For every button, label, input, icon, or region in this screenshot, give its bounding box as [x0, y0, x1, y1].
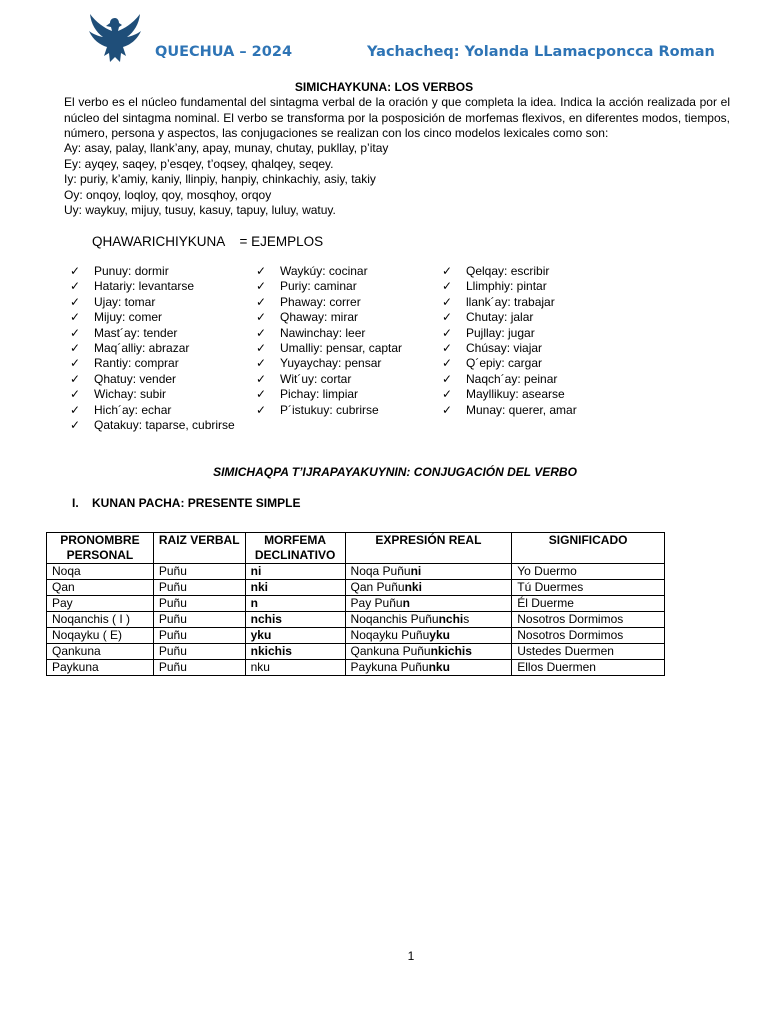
example-label: Mijuy: comer [94, 310, 163, 325]
checkmark-icon: ✓ [256, 264, 267, 278]
morpheme-text: n [250, 596, 258, 610]
checkmark-icon: ✓ [442, 387, 453, 402]
example-item [256, 341, 402, 356]
checkmark-icon: ✓ [442, 371, 453, 386]
expression-root: Qan Puñu [350, 580, 405, 594]
example-item [70, 264, 235, 279]
example-item [256, 310, 402, 325]
cell-expression [345, 644, 512, 660]
checkmark-icon: ✓ [70, 418, 81, 433]
checkmark-icon: ✓ [256, 356, 267, 371]
example-label: Qhaway: mirar [280, 310, 359, 325]
cell-meaning: Yo Duermo [512, 564, 665, 580]
model-ay: Ay: asay, palay, llank’any, apay, munay, chutay, pukllay, p’itay [64, 141, 389, 155]
cell-morpheme [245, 628, 345, 644]
checkmark-icon: ✓ [442, 325, 453, 340]
example-label: Qatakuy: taparse, cubrirse [94, 418, 235, 433]
table-body [47, 564, 665, 676]
example-item [70, 341, 235, 356]
checkmark-icon: ✓ [442, 294, 453, 309]
checkmark-icon: ✓ [70, 325, 81, 340]
example-label: Mast´ay: tender [94, 325, 178, 340]
checkmark-icon: ✓ [70, 310, 81, 325]
example-label: Phaway: correr [280, 294, 361, 309]
cell-pronoun: Noqa [47, 564, 154, 580]
checkmark-icon: ✓ [70, 371, 81, 386]
example-label: Maq´alliy: abrazar [94, 341, 190, 356]
checkmark-icon: ✓ [256, 325, 267, 340]
expression-suffix: ni [410, 564, 422, 578]
example-label: Waykúy: cocinar [280, 264, 368, 278]
cell-meaning: Él Duerme [512, 596, 665, 612]
cell-morpheme [245, 644, 345, 660]
intro-paragraph [64, 95, 730, 142]
checkmark-icon: ✓ [70, 294, 81, 309]
expression-suffix: n [402, 596, 410, 610]
cell-expression [345, 628, 512, 644]
example-item [70, 403, 235, 418]
expression-root: Noqanchis Puñu [350, 612, 439, 626]
example-label: Puriy: caminar [280, 279, 357, 294]
cell-pronoun: Noqanchis ( I ) [47, 612, 154, 628]
example-label: llank´ay: trabajar [466, 294, 555, 309]
example-item [256, 279, 402, 294]
table-row [47, 660, 665, 676]
header-root: RAIZ VERBAL [153, 533, 245, 564]
example-label: Naqch´ay: peinar [466, 371, 558, 386]
example-item [442, 403, 577, 418]
checkmark-icon: ✓ [442, 402, 453, 417]
expression-root: Qankuna Puñu [350, 644, 431, 658]
header-morpheme: MORFEMA DECLINATIVO [245, 533, 345, 564]
cell-morpheme [245, 580, 345, 596]
expression-suffix: yku [429, 628, 450, 642]
checkmark-icon: ✓ [256, 279, 267, 294]
expression-root: Noqa Puñu [350, 564, 411, 578]
table-row [47, 580, 665, 596]
checkmark-icon: ✓ [256, 402, 267, 417]
example-label: Umalliy: pensar, captar [280, 341, 403, 356]
course-title: QUECHUA – 2024 [155, 44, 293, 60]
model-oy: Oy: onqoy, loqloy, qoy, mosqhoy, orqoy [64, 187, 272, 202]
example-item [442, 372, 577, 387]
cell-morpheme: nku [245, 660, 345, 676]
example-label: P´istukuy: cubrirse [280, 402, 379, 417]
example-item [70, 295, 235, 310]
cell-root: Puñu [153, 596, 245, 612]
example-item [442, 341, 577, 356]
cell-expression [345, 596, 512, 612]
table-row [47, 564, 665, 580]
cell-root: Puñu [153, 564, 245, 580]
example-item [256, 326, 402, 341]
page-header [0, 0, 768, 80]
example-item [256, 372, 402, 387]
example-item [70, 356, 235, 371]
example-label: Wichay: subir [94, 387, 167, 402]
expression-suffix: nkichis [430, 644, 472, 658]
example-label: Hatariy: levantarse [94, 279, 195, 294]
checkmark-icon: ✓ [70, 279, 81, 294]
example-label: Qelqay: escribir [466, 264, 550, 278]
example-label: Pichay: limpiar [280, 387, 359, 402]
cell-expression [345, 612, 512, 628]
cell-pronoun: Qankuna [47, 644, 154, 660]
example-item [70, 326, 235, 341]
cell-morpheme [245, 564, 345, 580]
cell-expression [345, 580, 512, 596]
expression-tail: s [463, 612, 470, 626]
checkmark-icon: ✓ [256, 294, 267, 309]
model-iy: Iy: puriy, k’amiy, kaniy, llinpiy, hanpiy, chinkachiy, asiy, takiy [64, 172, 376, 186]
checkmark-icon: ✓ [256, 371, 267, 386]
expression-root: Pay Puñu [350, 596, 403, 610]
example-item [70, 310, 235, 325]
cell-expression [345, 660, 512, 676]
table-row [47, 612, 665, 628]
model-uy: Uy: waykuy, mijuy, tusuy, kasuy, tapuy, luluy, watuy. [64, 203, 336, 217]
example-label: Munay: querer, amar [466, 402, 577, 417]
cell-root: Puñu [153, 580, 245, 596]
example-item [442, 387, 577, 402]
example-label: Rantiy: comprar [94, 356, 179, 371]
table-row [47, 628, 665, 644]
section-title: SIMICHAQPA T’IJRAPAYAKUYNIN: CONJUGACIÓN DEL VERBO [213, 465, 577, 479]
checkmark-icon: ✓ [70, 341, 81, 356]
checkmark-icon: ✓ [256, 387, 267, 402]
cell-root: Puñu [153, 660, 245, 676]
document-title: SIMICHAYKUNA: LOS VERBOS [294, 80, 474, 94]
cell-meaning: Nosotros Dormimos [512, 612, 665, 628]
cell-expression [345, 564, 512, 580]
cell-meaning: Nosotros Dormimos [512, 628, 665, 644]
example-label: Hich´ay: echar [94, 402, 172, 417]
example-label: Mayllikuy: asearse [466, 387, 565, 402]
example-label: Nawinchay: leer [280, 325, 366, 340]
checkmark-icon: ✓ [70, 387, 81, 402]
morpheme-text: nkichis [250, 644, 292, 658]
checkmark-icon: ✓ [256, 341, 267, 356]
expression-root: Paykuna Puñu [350, 660, 429, 674]
example-item [442, 264, 577, 279]
example-item [256, 403, 402, 418]
lexical-models-list [64, 141, 730, 219]
header-pronoun: PRONOMBRE PERSONAL [47, 533, 154, 564]
cell-morpheme [245, 612, 345, 628]
example-label: Punuy: dormir [94, 264, 169, 278]
header-expression: EXPRESIÓN REAL [345, 533, 512, 564]
cell-root: Puñu [153, 628, 245, 644]
checkmark-icon: ✓ [442, 279, 453, 294]
checkmark-icon: ✓ [70, 402, 81, 417]
checkmark-icon: ✓ [442, 310, 453, 325]
checkmark-icon: ✓ [70, 264, 81, 278]
example-label: Pujllay: jugar [466, 325, 535, 340]
cell-root: Puñu [153, 612, 245, 628]
page-number: 1 [407, 949, 415, 963]
cell-morpheme [245, 596, 345, 612]
example-item [442, 326, 577, 341]
morpheme-text: ni [250, 564, 262, 578]
example-label: Chúsay: viajar [466, 341, 543, 356]
cell-root: Puñu [153, 644, 245, 660]
checkmark-icon: ✓ [256, 310, 267, 325]
example-label: Qhatuy: vender [94, 371, 177, 386]
conjugation-table [46, 532, 665, 676]
examples-column-2 [256, 264, 402, 418]
expression-suffix: nki [404, 580, 422, 594]
teacher-name: Yachacheq: Yolanda LLamacponcca Roman [367, 44, 715, 60]
example-item [70, 387, 235, 402]
checkmark-icon: ✓ [442, 264, 453, 278]
example-label: Q´epiy: cargar [466, 356, 543, 371]
morpheme-text: yku [250, 628, 272, 642]
cell-meaning: Tú Duermes [512, 580, 665, 596]
examples-heading: QHAWARICHIYKUNA = EJEMPLOS [92, 234, 324, 249]
example-label: Llimphiy: pintar [466, 279, 547, 294]
example-item [442, 356, 577, 371]
examples-column-1 [70, 264, 235, 433]
example-item [442, 279, 577, 294]
model-ey: Ey: ayqey, saqey, p’esqey, t’oqsey, qhalqey, seqey. [64, 156, 334, 171]
expression-suffix: nchi [438, 612, 464, 626]
example-label: Ujay: tomar [94, 294, 156, 309]
examples-column-3 [442, 264, 577, 418]
table-row [47, 644, 665, 660]
cell-pronoun: Noqayku ( E) [47, 628, 154, 644]
checkmark-icon: ✓ [70, 356, 81, 371]
expression-root: Noqayku Puñu [350, 628, 430, 642]
checkmark-icon: ✓ [442, 341, 453, 356]
header-meaning: SIGNIFICADO [512, 533, 665, 564]
cell-pronoun: Pay [47, 596, 154, 612]
cell-meaning: Ustedes Duermen [512, 644, 665, 660]
eagle-logo-icon [86, 12, 144, 66]
example-label: Chutay: jalar [466, 310, 534, 325]
example-item [70, 279, 235, 294]
expression-suffix: nku [428, 660, 450, 674]
section-heading: I. KUNAN PACHA: PRESENTE SIMPLE [72, 496, 301, 510]
example-item [256, 387, 402, 402]
morpheme-text: nki [250, 580, 268, 594]
example-item [256, 356, 402, 371]
example-item [256, 264, 402, 279]
intro-text: El verbo es el núcleo fundamental del sintagma verbal de la oración y que completa la idea. Indica la acción realizada por el núcleo del sintagma nominal. El verbo se transforma por la posposición de morfemas flexivos, en diferentes modos, tiempos, número, persona y aspectos, las conjugaciones se realizan con los cinco modelos lexicales como son: [64, 95, 730, 141]
example-label: Yuyaychay: pensar [280, 356, 382, 371]
cell-pronoun: Qan [47, 580, 154, 596]
example-item [70, 372, 235, 387]
table-header-row [47, 533, 665, 564]
example-item [256, 295, 402, 310]
cell-meaning: Ellos Duermen [512, 660, 665, 676]
cell-pronoun: Paykuna [47, 660, 154, 676]
example-item [442, 310, 577, 325]
example-item [70, 418, 235, 433]
table-row [47, 596, 665, 612]
example-label: Wit´uy: cortar [280, 371, 352, 386]
morpheme-text: nchis [250, 612, 282, 626]
example-item [442, 295, 577, 310]
checkmark-icon: ✓ [442, 356, 453, 371]
